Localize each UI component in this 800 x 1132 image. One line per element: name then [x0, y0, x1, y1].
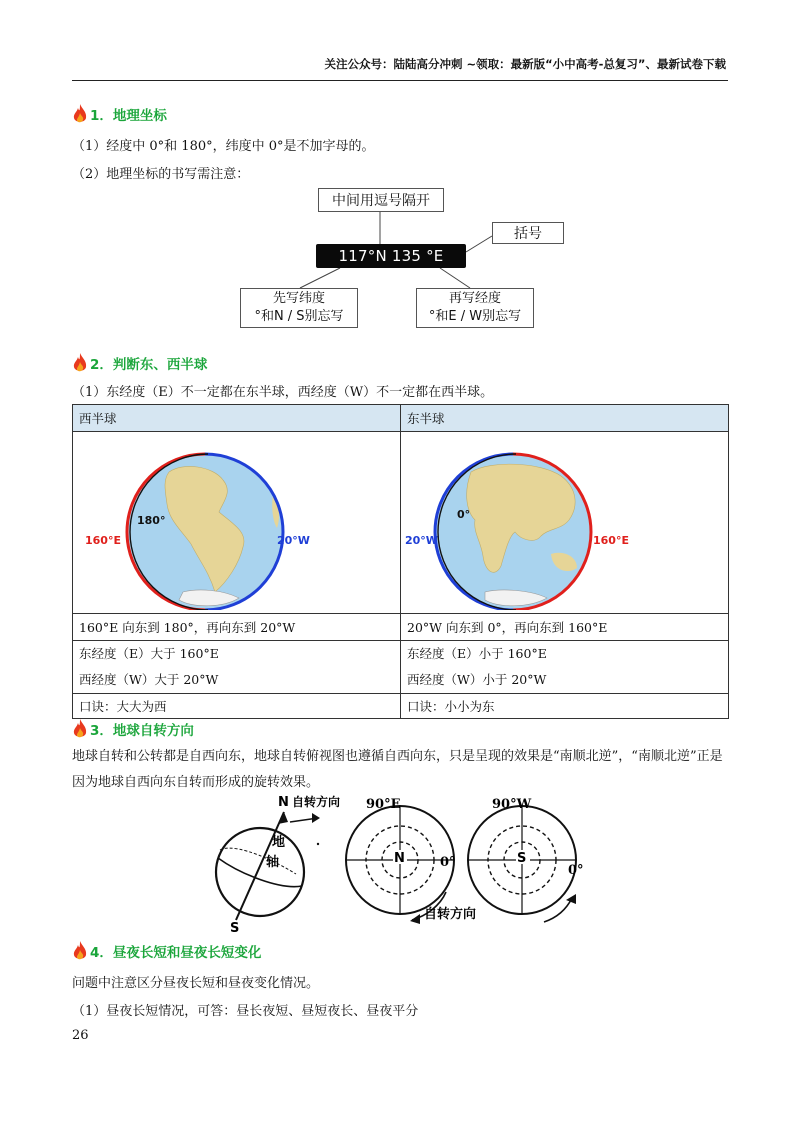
west-map-left-label: 160°E [85, 534, 121, 547]
west-map-center-label: 180° [137, 514, 166, 527]
section-title: 2．判断东、西半球 [90, 357, 208, 373]
comma-note-box: 中间用逗号隔开 [318, 188, 444, 212]
west-hemisphere-cell [73, 432, 401, 614]
table-cell-line: 西经度（W）小于 20°W [407, 672, 547, 687]
section-4-heading [72, 940, 261, 962]
bottom-direction-label: 自转方向 [424, 907, 477, 922]
table-cell-line: 东经度（E）大于 160°E [79, 646, 219, 661]
section-title: 4．昼夜长短和昼夜长短变化 [90, 945, 262, 961]
south-zero-label: 0° [568, 863, 584, 878]
paragraph: 问题中注意区分昼夜长短和昼夜变化情况。 [72, 976, 320, 991]
axis-label-1: 地 [272, 835, 286, 850]
latitude-note-line1: 先写纬度 [272, 291, 325, 306]
paragraph: （1）昼夜长短情况，可答：昼长夜短、昼短夜长、昼夜平分 [72, 1004, 419, 1019]
page-number: 26 [72, 1028, 89, 1043]
page-header: 关注公众号：陆陆高分冲刺 ~领取：最新版“小中高考-总复习”、最新试卷下载 [324, 57, 726, 71]
west-map-right-label: 20°W [277, 534, 310, 547]
section-3-heading [72, 718, 194, 740]
coordinate-example: 117°N 135 °E [316, 244, 466, 268]
table-cell: 160°E 向东到 180°，再向东到 20°W [73, 614, 401, 641]
east-map-center-label: 0° [457, 508, 471, 521]
longitude-note-line2: °和E / W别忘写 [428, 309, 522, 324]
west-90-label: 90°W [492, 797, 532, 812]
flame-icon [72, 718, 88, 740]
north-pole-label: N [394, 851, 405, 866]
table-cell-line: 西经度（W）大于 20°W [79, 672, 219, 687]
east-90-label: 90°E [366, 797, 401, 812]
table-cell [73, 641, 401, 694]
table-cell-line: 东经度（E）小于 160°E [407, 646, 547, 661]
paragraph: （1）东经度（E）不一定都在东半球，西经度（W）不一定都在西半球。 [72, 385, 494, 400]
hemisphere-table [72, 404, 729, 719]
east-hemisphere-cell [401, 432, 729, 614]
paragraph: 地球自转和公转都是自西向东，地球自转俯视图也遵循自西向东，只是呈现的效果是“南顺北逆”，“南顺北逆”正是因为地球自西向东自转而形成的旋转效果。 [72, 749, 723, 790]
rotation-diagram [200, 794, 600, 934]
table-cell: 口诀：大大为西 [73, 694, 401, 719]
axis-label-2: 轴 [266, 855, 280, 870]
coordinate-diagram-lines [0, 0, 800, 340]
latitude-note-line2: °和N / S别忘写 [254, 309, 344, 324]
latitude-note-box [240, 288, 358, 328]
east-map-left-label: 20°W [405, 534, 438, 547]
globe-direction-label: 自转方向 [292, 795, 341, 809]
globe-south-label: S [230, 921, 240, 934]
table-cell: 20°W 向东到 0°，再向东到 160°E [401, 614, 729, 641]
table-head-west: 西半球 [73, 405, 401, 432]
flame-icon [72, 352, 88, 374]
table-head-east: 东半球 [401, 405, 729, 432]
table-cell [401, 641, 729, 694]
flame-icon [72, 940, 88, 962]
east-hemisphere-map [401, 432, 728, 610]
north-zero-label: 0° [440, 855, 456, 870]
section-title: 1．地理坐标 [90, 108, 167, 124]
table-cell: 口诀：小小为东 [401, 694, 729, 719]
longitude-note-box [416, 288, 534, 328]
paragraph: （2）地理坐标的书写需注意： [72, 167, 250, 182]
bracket-note-box: 括号 [492, 222, 564, 244]
east-map-right-label: 160°E [593, 534, 629, 547]
south-pole-label: S [517, 851, 527, 866]
paragraph: （1）经度中 0°和 180°，纬度中 0°是不加字母的。 [72, 139, 375, 154]
section-title: 3．地球自转方向 [90, 723, 194, 739]
section-2-heading [72, 352, 207, 374]
globe-north-label: N [278, 795, 289, 810]
west-hemisphere-map [73, 432, 400, 610]
longitude-note-line1: 再写经度 [448, 291, 501, 306]
